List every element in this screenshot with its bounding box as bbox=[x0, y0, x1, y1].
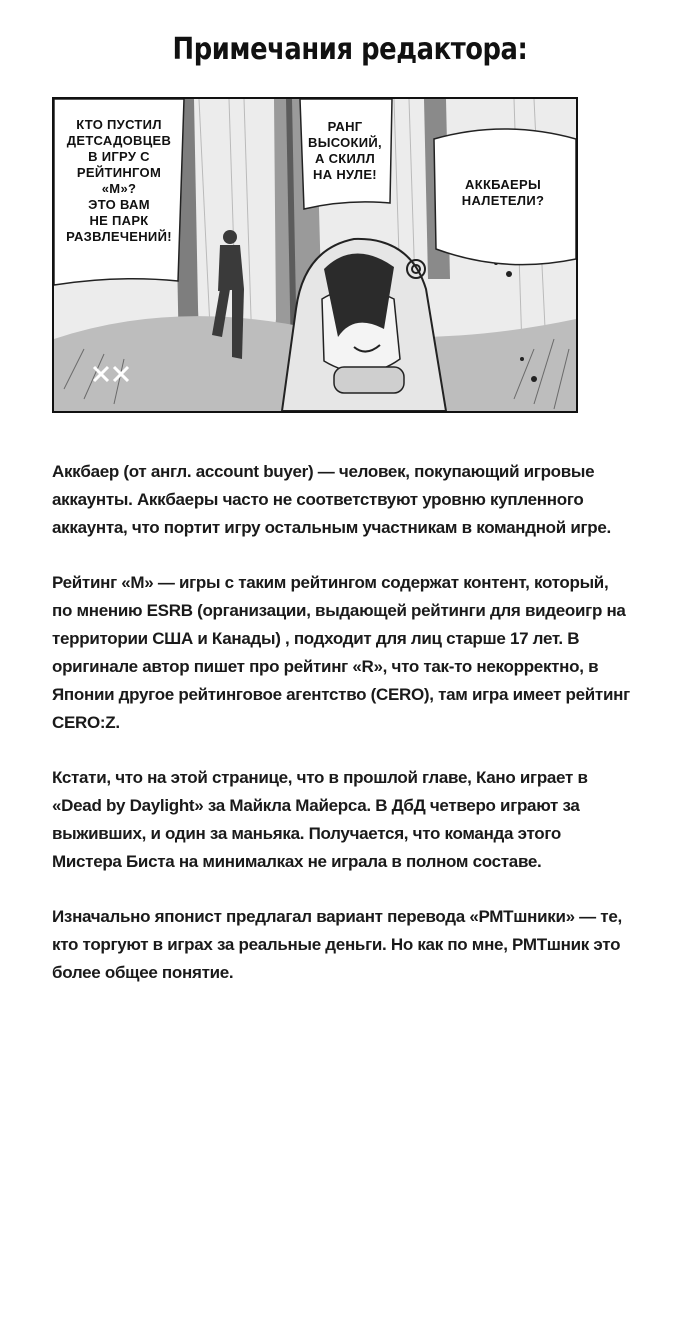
manga-panel bbox=[52, 97, 578, 413]
speech-bubble-right: АККБАЕРЫ НАЛЕТЕЛИ? bbox=[461, 177, 545, 208]
note-paragraph: Кстати, что на этой странице, что в прошлой главе, Кано играет в «Dead by Daylight» за Майкла Майерса. В ДбД четверо играют за выживших, и один за маньяка. Получается, что команда этого Мистера Биста на минималках не играла в полном составе. bbox=[52, 768, 588, 871]
note-paragraph: Аккбаер (от англ. account buyer) — человек, покупающий игровые аккаунты. Аккбаеры часто не соответствуют уровню купленного аккаунта, что портит игру остальным участникам в командной игре. bbox=[52, 462, 611, 537]
note-paragraph: Изначально японист предлагал вариант перевода «РМТшники» — те, кто торгуют в играх за реальные деньги. Но как по мне, РМТшник это более общее понятие. bbox=[52, 907, 622, 982]
speech-bubble-middle: РАНГ ВЫСОКИЙ, А СКИЛЛ НА НУЛЕ! bbox=[308, 119, 382, 182]
speech-bubble-left: КТО ПУСТИЛ ДЕТСАДОВЦЕВ В ИГРУ С РЕЙТИНГОМ «М»? ЭТО ВАМ НЕ ПАРК РАЗВЛЕЧЕНИЙ! bbox=[66, 117, 172, 244]
note-paragraph: Рейтинг «M» — игры с таким рейтингом содержат контент, который, по мнению ESRB (организации, выдающей рейтинги для видеоигр на территории США и Канады) , подходит для лиц старше 17 лет. В оригинале автор пишет про рейтинг «R», что так-то некорректно, в Японии другое рейтинговое агентство (CERO), там игра имеет рейтинг CERO:Z. bbox=[52, 573, 630, 732]
page-title: Примечания редактора: bbox=[172, 32, 528, 67]
editor-notes bbox=[52, 458, 632, 1014]
